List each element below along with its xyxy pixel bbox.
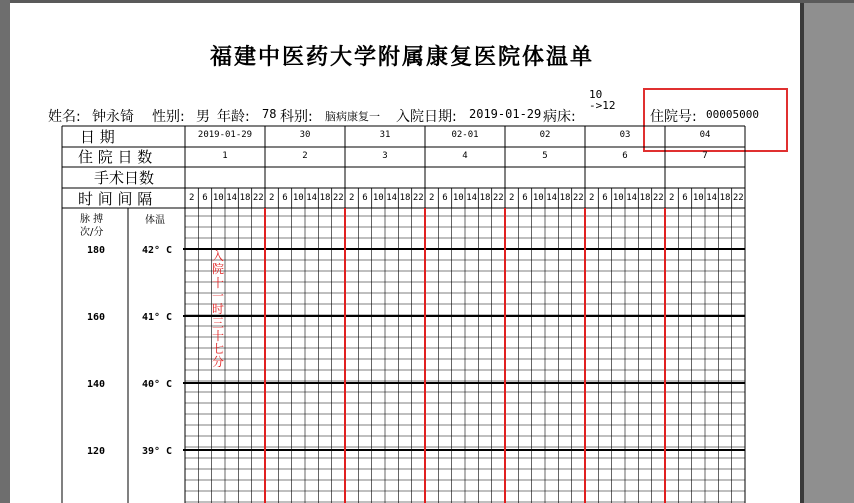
- time-slot-cell: 10: [292, 193, 304, 203]
- time-slot-cell: 6: [682, 193, 688, 203]
- time-slot-cell: 2: [588, 193, 595, 203]
- time-slot-cell: 6: [202, 193, 208, 203]
- pulse-level: 140: [86, 379, 106, 390]
- time-slot-cell: 10: [692, 193, 704, 203]
- time-slot-cell: 14: [626, 193, 638, 203]
- inpatient-no-label: 住院号:: [650, 109, 697, 125]
- time-slot-cell: 14: [306, 193, 318, 203]
- admission-time-annotation-char: 三: [211, 315, 224, 330]
- time-slot-cell: 6: [362, 193, 368, 203]
- gender-label: 性别:: [152, 109, 185, 125]
- time-slot-cell: 22: [412, 193, 424, 203]
- patient-gender: 男: [196, 109, 210, 125]
- time-slot-cell: 6: [602, 193, 608, 203]
- time-slot-cell: 10: [532, 193, 544, 203]
- hospital-day-cell: 1: [222, 151, 228, 161]
- time-slot-cell: 22: [252, 193, 264, 203]
- date-cell: 02: [539, 130, 551, 140]
- time-slot-cell: 6: [522, 193, 528, 203]
- time-slot-cell: 18: [559, 193, 571, 203]
- date-cell: 31: [379, 130, 391, 140]
- hospital-day-cell: 2: [302, 151, 308, 161]
- hospital-day-cell: 5: [542, 151, 548, 161]
- date-cell: 02-01: [451, 130, 479, 140]
- time-slot-cell: 18: [639, 193, 651, 203]
- date-cell: 2019-01-29: [197, 130, 253, 140]
- bed-label: 病床:: [543, 109, 576, 125]
- bed-number-new: ->12: [589, 99, 616, 112]
- time-slot-cell: 2: [348, 193, 355, 203]
- time-slot-cell: 2: [188, 193, 195, 203]
- temp-level: 42° C: [141, 245, 173, 256]
- admission-time-annotation-char: 一: [211, 288, 224, 303]
- bed-number-old: 10: [589, 88, 603, 101]
- hospital-day-cell: 7: [702, 151, 708, 161]
- time-slot-cell: 22: [492, 193, 504, 203]
- dept-label: 科别:: [280, 109, 313, 125]
- date-cell: 03: [619, 130, 631, 140]
- temp-level: 39° C: [141, 446, 173, 457]
- time-slot-cell: 10: [452, 193, 464, 203]
- admission-time-annotation-char: 十: [211, 275, 224, 290]
- pulse-level: 180: [86, 245, 106, 256]
- time-slot-cell: 18: [319, 193, 331, 203]
- patient-name: 钟永锜: [92, 109, 134, 125]
- time-slot-cell: 22: [332, 193, 344, 203]
- time-slot-cell: 2: [668, 193, 675, 203]
- inpatient-no: 00005000: [706, 108, 759, 121]
- time-slot-cell: 2: [268, 193, 275, 203]
- pulse-axis-label: 脉 搏: [80, 214, 104, 225]
- hospital-day-cell: 6: [622, 151, 628, 161]
- admission-time-annotation-char: 十: [211, 328, 224, 343]
- admission-time-annotation-char: 时: [211, 302, 224, 317]
- time-slot-cell: 22: [572, 193, 584, 203]
- time-slot-cell: 14: [546, 193, 558, 203]
- time-slot-cell: 10: [372, 193, 384, 203]
- temperature-axis-label: 体温: [145, 215, 165, 226]
- time-slot-cell: 22: [652, 193, 664, 203]
- temp-level: 40° C: [141, 379, 173, 390]
- time-slot-cell: 6: [282, 193, 288, 203]
- time-slot-cell: 14: [466, 193, 478, 203]
- date-cell: 04: [699, 130, 711, 140]
- admission-time-annotation-char: 院: [211, 262, 224, 277]
- temp-level: 41° C: [141, 312, 173, 323]
- time-slot-cell: 18: [399, 193, 411, 203]
- document-title: 福建中医药大学附属康复医院体温单: [209, 44, 594, 70]
- pulse-level: 160: [86, 312, 106, 323]
- hospital-days-row-label: 住 院 日 数: [78, 148, 153, 166]
- age-label: 年龄:: [217, 109, 250, 125]
- time-slot-cell: 22: [732, 193, 744, 203]
- date-row-label: 日 期: [80, 128, 115, 146]
- surgery-days-row-label: 手术日数: [94, 169, 155, 187]
- time-slot-cell: 14: [386, 193, 398, 203]
- time-slot-cell: 2: [508, 193, 515, 203]
- time-slot-cell: 2: [428, 193, 435, 203]
- pulse-unit-label: 次/分: [80, 227, 104, 238]
- patient-age: 78: [262, 107, 277, 121]
- time-interval-row-label: 时 间 间 隔: [78, 190, 153, 208]
- name-label: 姓名:: [48, 109, 81, 125]
- time-slot-cell: 18: [719, 193, 731, 203]
- hospital-day-cell: 3: [382, 151, 388, 161]
- time-slot-cell: 10: [212, 193, 224, 203]
- pulse-level: 120: [86, 446, 106, 457]
- time-slot-cell: 6: [442, 193, 448, 203]
- admission-time-annotation-char: 入: [211, 249, 224, 263]
- admission-time-annotation-char: 七: [211, 342, 224, 357]
- time-slot-cell: 18: [479, 193, 491, 203]
- patient-dept: 脑病康复一: [325, 110, 380, 123]
- hospital-day-cell: 4: [462, 151, 468, 161]
- date-cell: 30: [299, 130, 311, 140]
- admit-date-label: 入院日期:: [396, 109, 457, 125]
- time-slot-cell: 14: [226, 193, 238, 203]
- admission-time-annotation-char: 分: [211, 355, 224, 370]
- time-slot-cell: 10: [612, 193, 624, 203]
- time-slot-cell: 18: [239, 193, 251, 203]
- admit-date: 2019-01-29: [469, 107, 542, 121]
- time-slot-cell: 14: [706, 193, 718, 203]
